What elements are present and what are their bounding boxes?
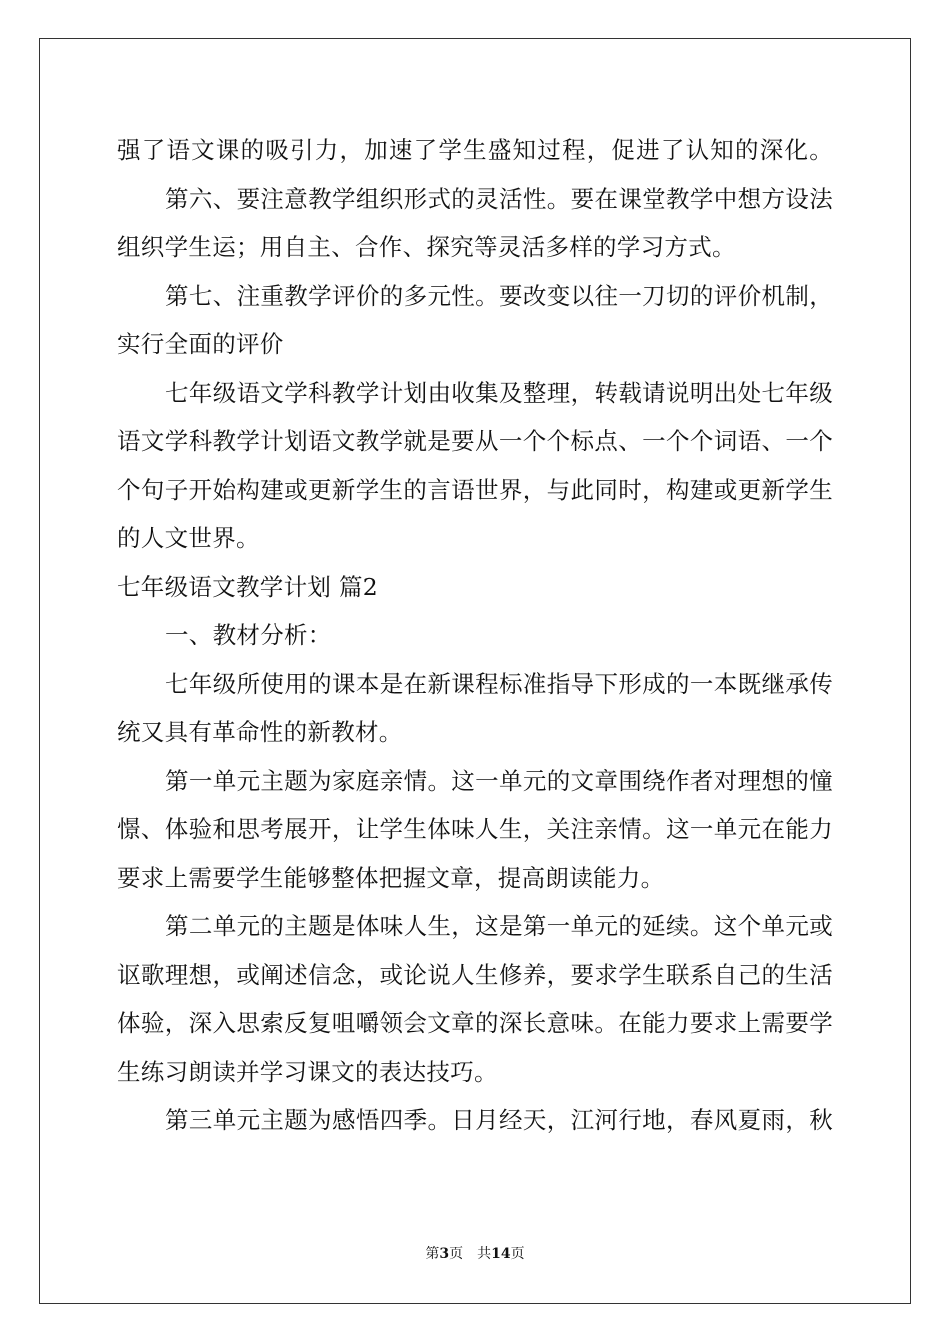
text-line: 第三单元主题为感悟四季。日月经天，江河行地，春风夏雨，秋: [165, 1106, 833, 1134]
text-line: 的人文世界。: [117, 524, 260, 552]
text-line: 组织学生运；用自主、合作、探究等灵活多样的学习方式。: [117, 233, 736, 261]
page-prefix: 第: [425, 1246, 440, 1262]
text-line: 语文学科教学计划语文教学就是要从一个个标点、一个个词语、一个: [117, 427, 833, 455]
text-line: 第七、注重教学评价的多元性。要改变以往一刀切的评价机制，: [165, 281, 833, 310]
text-line: 强了语文课的吸引力，加速了学生盛知过程，促进了认知的深化。: [117, 136, 833, 164]
text-line: 统又具有革命性的新教材。: [117, 718, 403, 746]
page-footer: [0, 1243, 950, 1263]
current-page-number: 3: [439, 1246, 450, 1262]
page-unit: 页: [449, 1246, 464, 1262]
total-prefix: 共: [477, 1246, 492, 1262]
text-line: 七年级语文学科教学计划由收集及整理，转载请说明出处七年级: [165, 378, 833, 407]
text-line: 第二单元的主题是体味人生，这是第一单元的延续。这个单元或: [165, 912, 833, 940]
text-line: 七年级所使用的课本是在新课程标准指导下形成的一本既继承传: [165, 669, 833, 698]
text-line: 生练习朗读并学习课文的表达技巧。: [117, 1057, 498, 1086]
text-line: 体验，深入思索反复咀嚼领会文章的深长意味。在能力要求上需要学: [117, 1009, 833, 1037]
section-heading: 七年级语文教学计划 篇2: [117, 572, 379, 601]
total-page-number: 14: [491, 1246, 511, 1262]
text-line: 一、教材分析：: [165, 621, 332, 649]
text-line: 实行全面的评价: [117, 330, 284, 358]
text-line: 讴歌理想，或阐述信念，或论说人生修养，要求学生联系自己的生活: [117, 960, 833, 989]
text-line: 个句子开始构建或更新学生的言语世界，与此同时，构建或更新学生: [117, 475, 833, 504]
total-unit: 页: [510, 1246, 525, 1262]
document-body: [117, 126, 833, 1145]
text-line: 要求上需要学生能够整体把握文章，提高朗读能力。: [117, 863, 665, 892]
text-line: 第六、要注意教学组织形式的灵活性。要在课堂教学中想方设法: [165, 184, 833, 213]
text-line: 第一单元主题为家庭亲情。这一单元的文章围绕作者对理想的憧: [165, 766, 833, 795]
text-line: 憬、体验和思考展开，让学生体味人生，关注亲情。这一单元在能力: [117, 815, 833, 843]
